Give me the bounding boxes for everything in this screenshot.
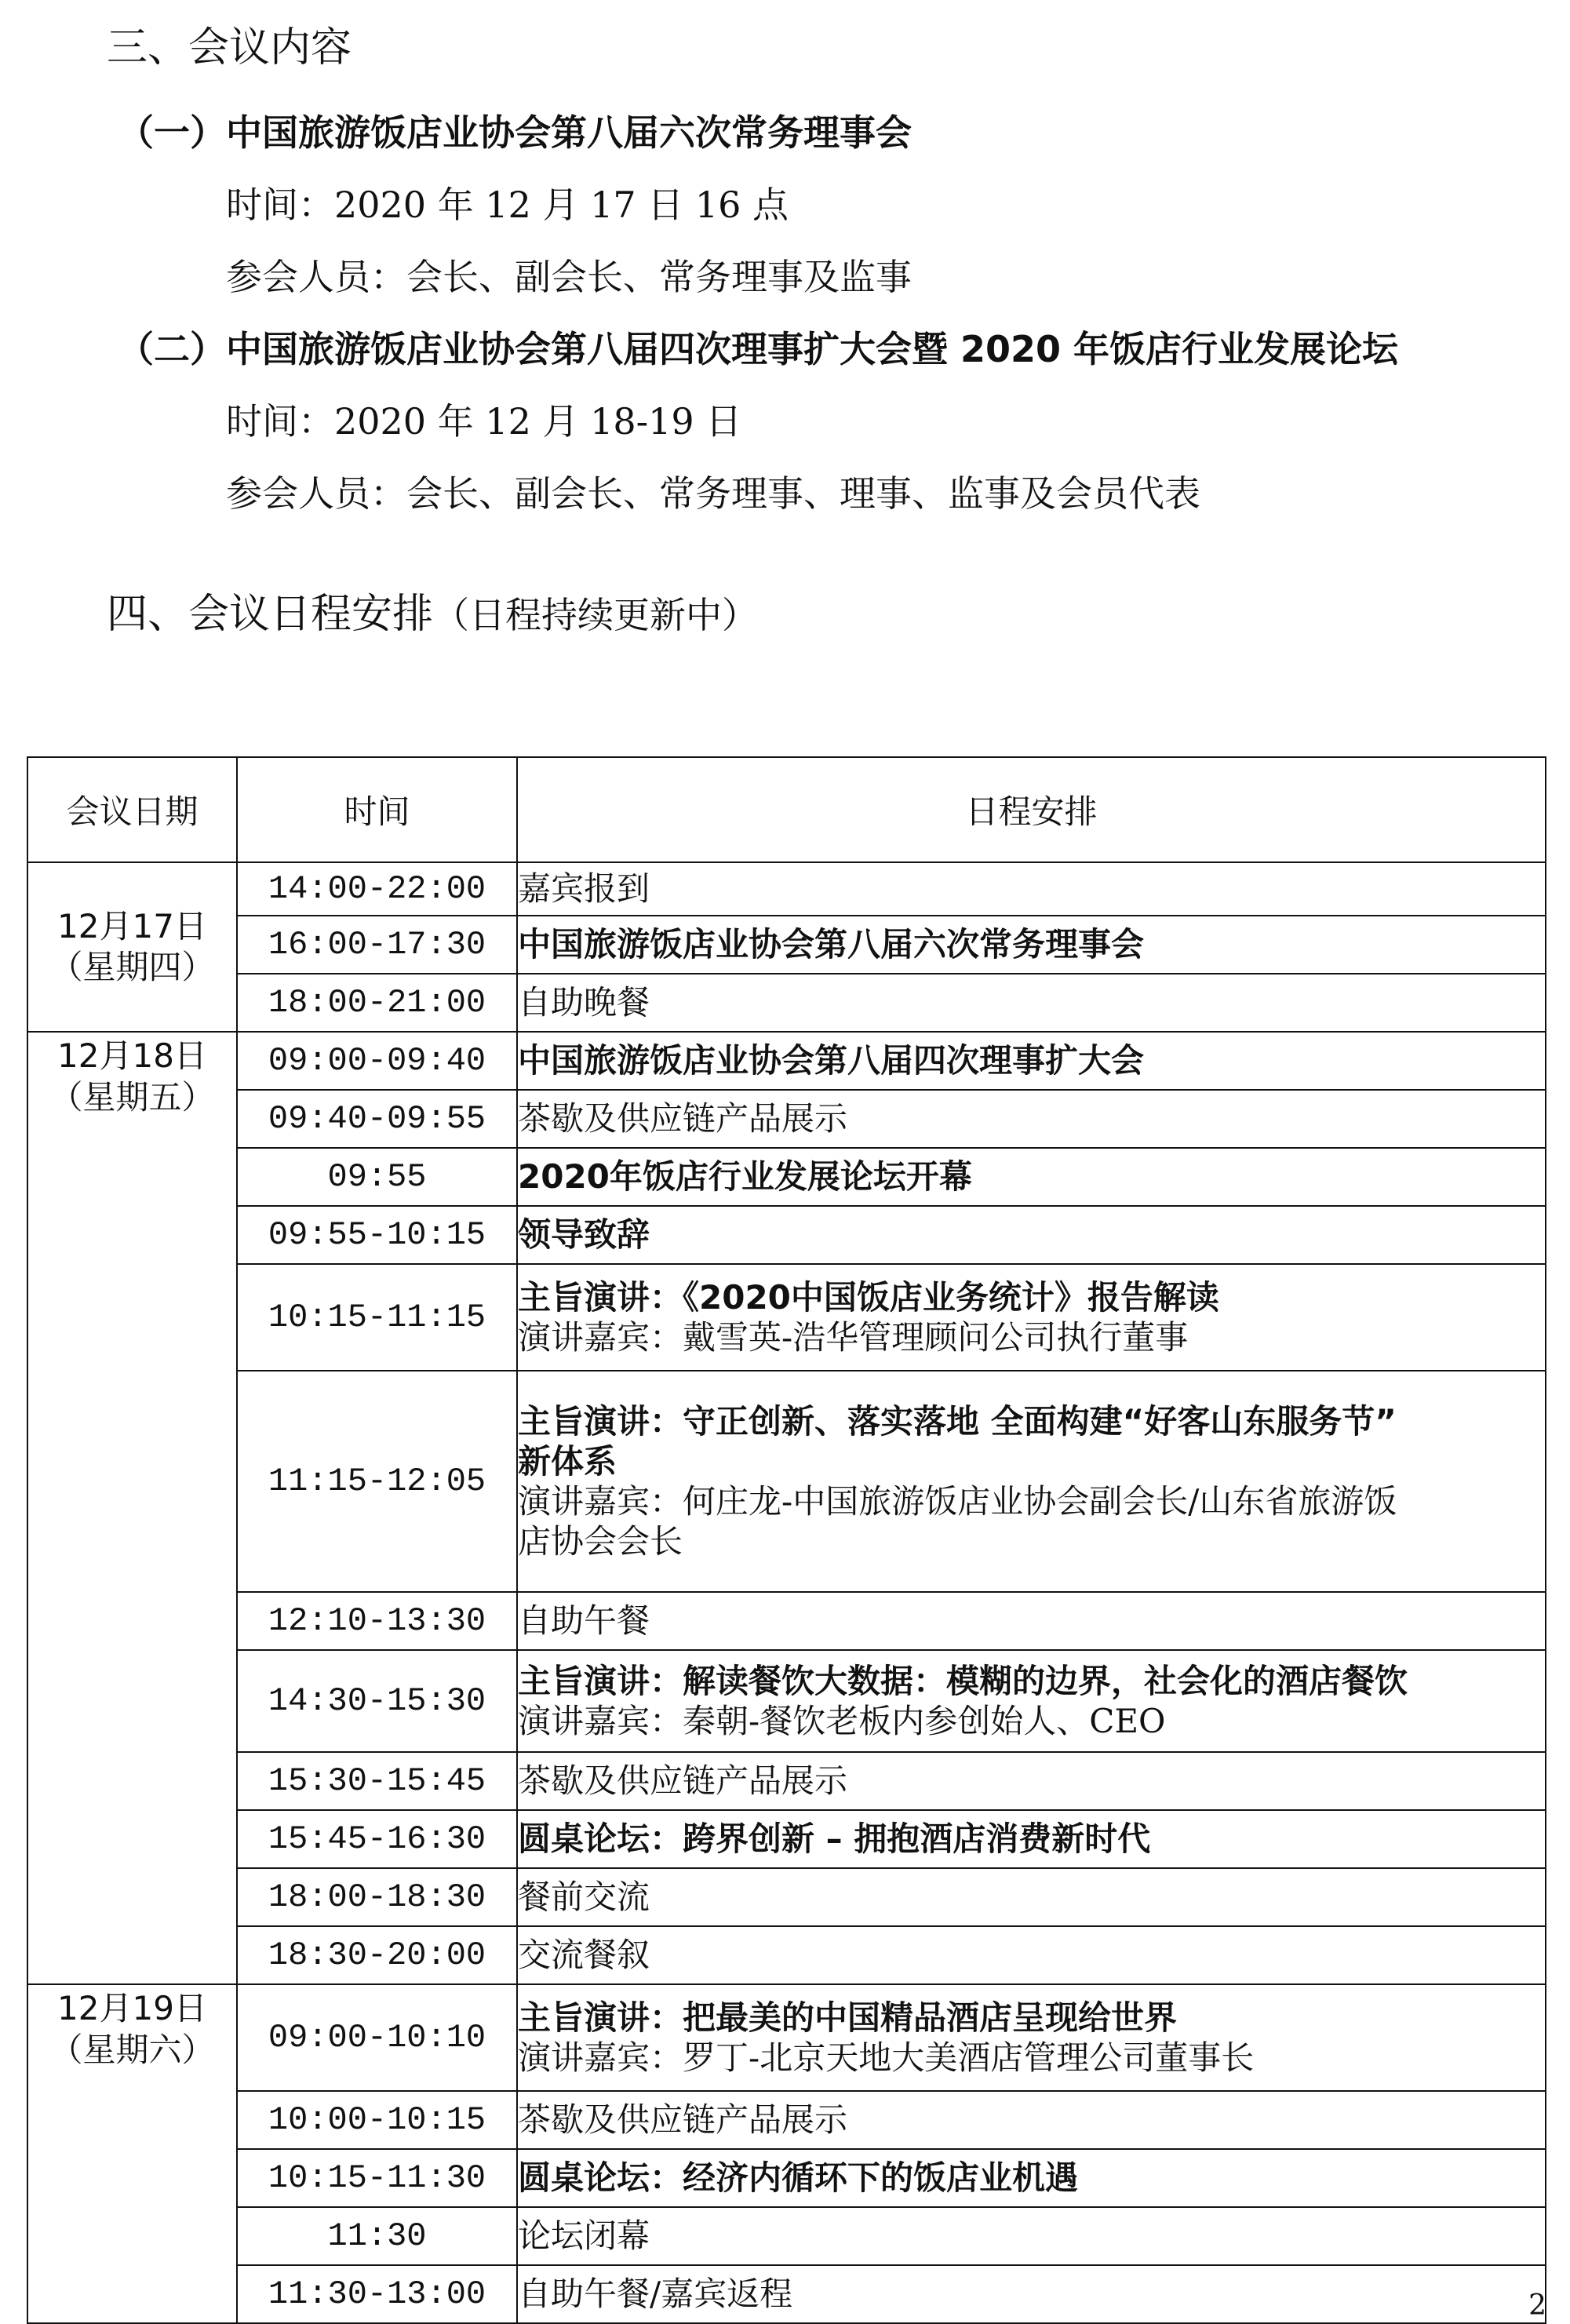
- date-cell: [27, 862, 237, 1032]
- time-cell: 09:00-10:10: [237, 1984, 517, 2091]
- section4-title: 四、会议日程安排: [107, 591, 434, 638]
- agenda-line: 中国旅游饭店业协会第八届六次常务理事会: [518, 925, 1145, 964]
- table-row: [27, 1206, 1546, 1264]
- date-label: 12月19日: [57, 1989, 207, 2027]
- agenda-cell: [517, 1592, 1546, 1650]
- table-row: [27, 1032, 1546, 1090]
- time-cell: 11:30-13:00: [237, 2265, 517, 2323]
- agenda-cell: [517, 1926, 1546, 1984]
- agenda-line: 嘉宾报到: [518, 869, 650, 909]
- agenda-line: 自助午餐: [518, 1601, 650, 1641]
- weekday-label: （星期六）: [49, 2030, 215, 2069]
- date-cell: [27, 1032, 237, 1984]
- schedule-table: [27, 756, 1546, 2324]
- meeting2-attendees: 参会人员：会长、副会长、常务理事、理事、监事及会员代表: [226, 472, 1200, 515]
- time-cell: 18:00-18:30: [237, 1868, 517, 1926]
- agenda-cell: [517, 974, 1546, 1032]
- agenda-cell: [517, 916, 1546, 974]
- meeting1-attendees: 参会人员：会长、副会长、常务理事及监事: [226, 256, 912, 298]
- header-agenda: 日程安排: [517, 757, 1546, 862]
- agenda-line: 演讲嘉宾：戴雪英-浩华管理顾问公司执行董事: [518, 1318, 1189, 1357]
- time-cell: 16:00-17:30: [237, 916, 517, 974]
- table-row: [27, 2265, 1546, 2323]
- agenda-line: 主旨演讲：《2020中国饭店业务统计》报告解读: [518, 1277, 1219, 1317]
- time-cell: 11:30: [237, 2207, 517, 2265]
- time-cell: 10:15-11:15: [237, 1264, 517, 1371]
- table-row: [27, 2149, 1546, 2207]
- table-row: [27, 1650, 1546, 1752]
- agenda-cell: [517, 1032, 1546, 1090]
- time-cell: 15:45-16:30: [237, 1810, 517, 1868]
- agenda-cell: [517, 1090, 1546, 1148]
- weekday-label: （星期五）: [49, 1077, 215, 1116]
- agenda-line: 主旨演讲：守正创新、落实落地 全面构建“好客山东服务节”: [518, 1401, 1397, 1441]
- agenda-line: 自助午餐/嘉宾返程: [518, 2275, 793, 2314]
- agenda-line: 圆桌论坛：经济内循环下的饭店业机遇: [518, 2158, 1079, 2198]
- table-row: [27, 1752, 1546, 1810]
- table-row: [27, 1592, 1546, 1650]
- table-row: [27, 1810, 1546, 1868]
- agenda-cell: [517, 1264, 1546, 1371]
- time-cell: 09:55-10:15: [237, 1206, 517, 1264]
- agenda-cell: [517, 2091, 1546, 2149]
- meeting1-time: 时间：2020 年 12 月 17 日 16 点: [226, 184, 789, 226]
- table-row: [27, 862, 1546, 916]
- agenda-line: 新体系: [518, 1441, 617, 1481]
- time-cell: 18:30-20:00: [237, 1926, 517, 1984]
- meeting2-time: 时间：2020 年 12 月 18-19 日: [226, 400, 742, 443]
- time-cell: 09:40-09:55: [237, 1090, 517, 1148]
- table-row: [27, 1090, 1546, 1148]
- agenda-cell: [517, 1206, 1546, 1264]
- time-cell: 09:00-09:40: [237, 1032, 517, 1090]
- agenda-cell: [517, 2207, 1546, 2265]
- time-cell: 14:30-15:30: [237, 1650, 517, 1752]
- agenda-line: 圆桌论坛：跨界创新 – 拥抱酒店消费新时代: [518, 1819, 1151, 1859]
- agenda-line: 店协会会长: [518, 1522, 683, 1561]
- header-time: 时间: [237, 757, 517, 862]
- agenda-line: 茶歇及供应链产品展示: [518, 2100, 848, 2140]
- agenda-line: 2020年饭店行业发展论坛开幕: [518, 1157, 972, 1197]
- schedule-body: [27, 862, 1546, 2323]
- agenda-line: 演讲嘉宾：何庄龙-中国旅游饭店业协会副会长/山东省旅游饭: [518, 1482, 1397, 1521]
- table-row: [27, 2207, 1546, 2265]
- agenda-line: 茶歇及供应链产品展示: [518, 1761, 848, 1801]
- meeting1-title: （一）中国旅游饭店业协会第八届六次常务理事会: [118, 111, 912, 154]
- table-header-row: [27, 757, 1546, 862]
- agenda-line: 演讲嘉宾：秦朝-餐饮老板内参创始人、CEO: [518, 1702, 1166, 1740]
- page-number: 2: [1528, 2289, 1546, 2322]
- table-row: [27, 1868, 1546, 1926]
- agenda-line: 主旨演讲：把最美的中国精品酒店呈现给世界: [518, 1998, 1178, 2037]
- time-cell: 12:10-13:30: [237, 1592, 517, 1650]
- agenda-cell: [517, 1650, 1546, 1752]
- agenda-line: 茶歇及供应链产品展示: [518, 1099, 848, 1138]
- date-label: 12月18日: [57, 1036, 207, 1075]
- agenda-cell: [517, 1984, 1546, 2091]
- table-row: [27, 1264, 1546, 1371]
- agenda-cell: [517, 1148, 1546, 1206]
- agenda-line: 论坛闭幕: [518, 2217, 650, 2256]
- agenda-line: 交流餐叙: [518, 1936, 650, 1975]
- table-row: [27, 1148, 1546, 1206]
- time-cell: 15:30-15:45: [237, 1752, 517, 1810]
- agenda-line: 自助晚餐: [518, 983, 650, 1022]
- header-date: 会议日期: [27, 757, 237, 862]
- table-row: [27, 1926, 1546, 1984]
- agenda-line: 主旨演讲：解读餐饮大数据：模糊的边界，社会化的酒店餐饮: [518, 1661, 1408, 1700]
- time-cell: 10:00-10:15: [237, 2091, 517, 2149]
- agenda-cell: [517, 1371, 1546, 1592]
- agenda-line: 领导致辞: [518, 1215, 650, 1255]
- time-cell: 14:00-22:00: [237, 862, 517, 916]
- agenda-cell: [517, 1810, 1546, 1868]
- weekday-label: （星期四）: [49, 948, 215, 986]
- agenda-cell: [517, 2149, 1546, 2207]
- agenda-cell: [517, 1752, 1546, 1810]
- table-row: [27, 916, 1546, 974]
- section4-heading: [107, 590, 758, 639]
- time-cell: 09:55: [237, 1148, 517, 1206]
- agenda-line: 演讲嘉宾：罗丁-北京天地大美酒店管理公司董事长: [518, 2038, 1255, 2077]
- agenda-line: 中国旅游饭店业协会第八届四次理事扩大会: [518, 1041, 1145, 1080]
- date-label: 12月17日: [57, 906, 207, 945]
- time-cell: 11:15-12:05: [237, 1371, 517, 1592]
- time-cell: 10:15-11:30: [237, 2149, 517, 2207]
- table-row: [27, 2091, 1546, 2149]
- agenda-cell: [517, 2265, 1546, 2323]
- date-cell: [27, 1984, 237, 2323]
- section3-heading: 三、会议内容: [107, 24, 352, 71]
- section4-note: （日程持续更新中）: [433, 594, 759, 636]
- time-cell: 18:00-21:00: [237, 974, 517, 1032]
- table-row: [27, 1984, 1546, 2091]
- table-row: [27, 1371, 1546, 1592]
- table-row: [27, 974, 1546, 1032]
- agenda-cell: [517, 862, 1546, 916]
- agenda-line: 餐前交流: [518, 1878, 650, 1917]
- agenda-cell: [517, 1868, 1546, 1926]
- meeting2-title: （二）中国旅游饭店业协会第八届四次理事扩大会暨 2020 年饭店行业发展论坛: [118, 328, 1399, 370]
